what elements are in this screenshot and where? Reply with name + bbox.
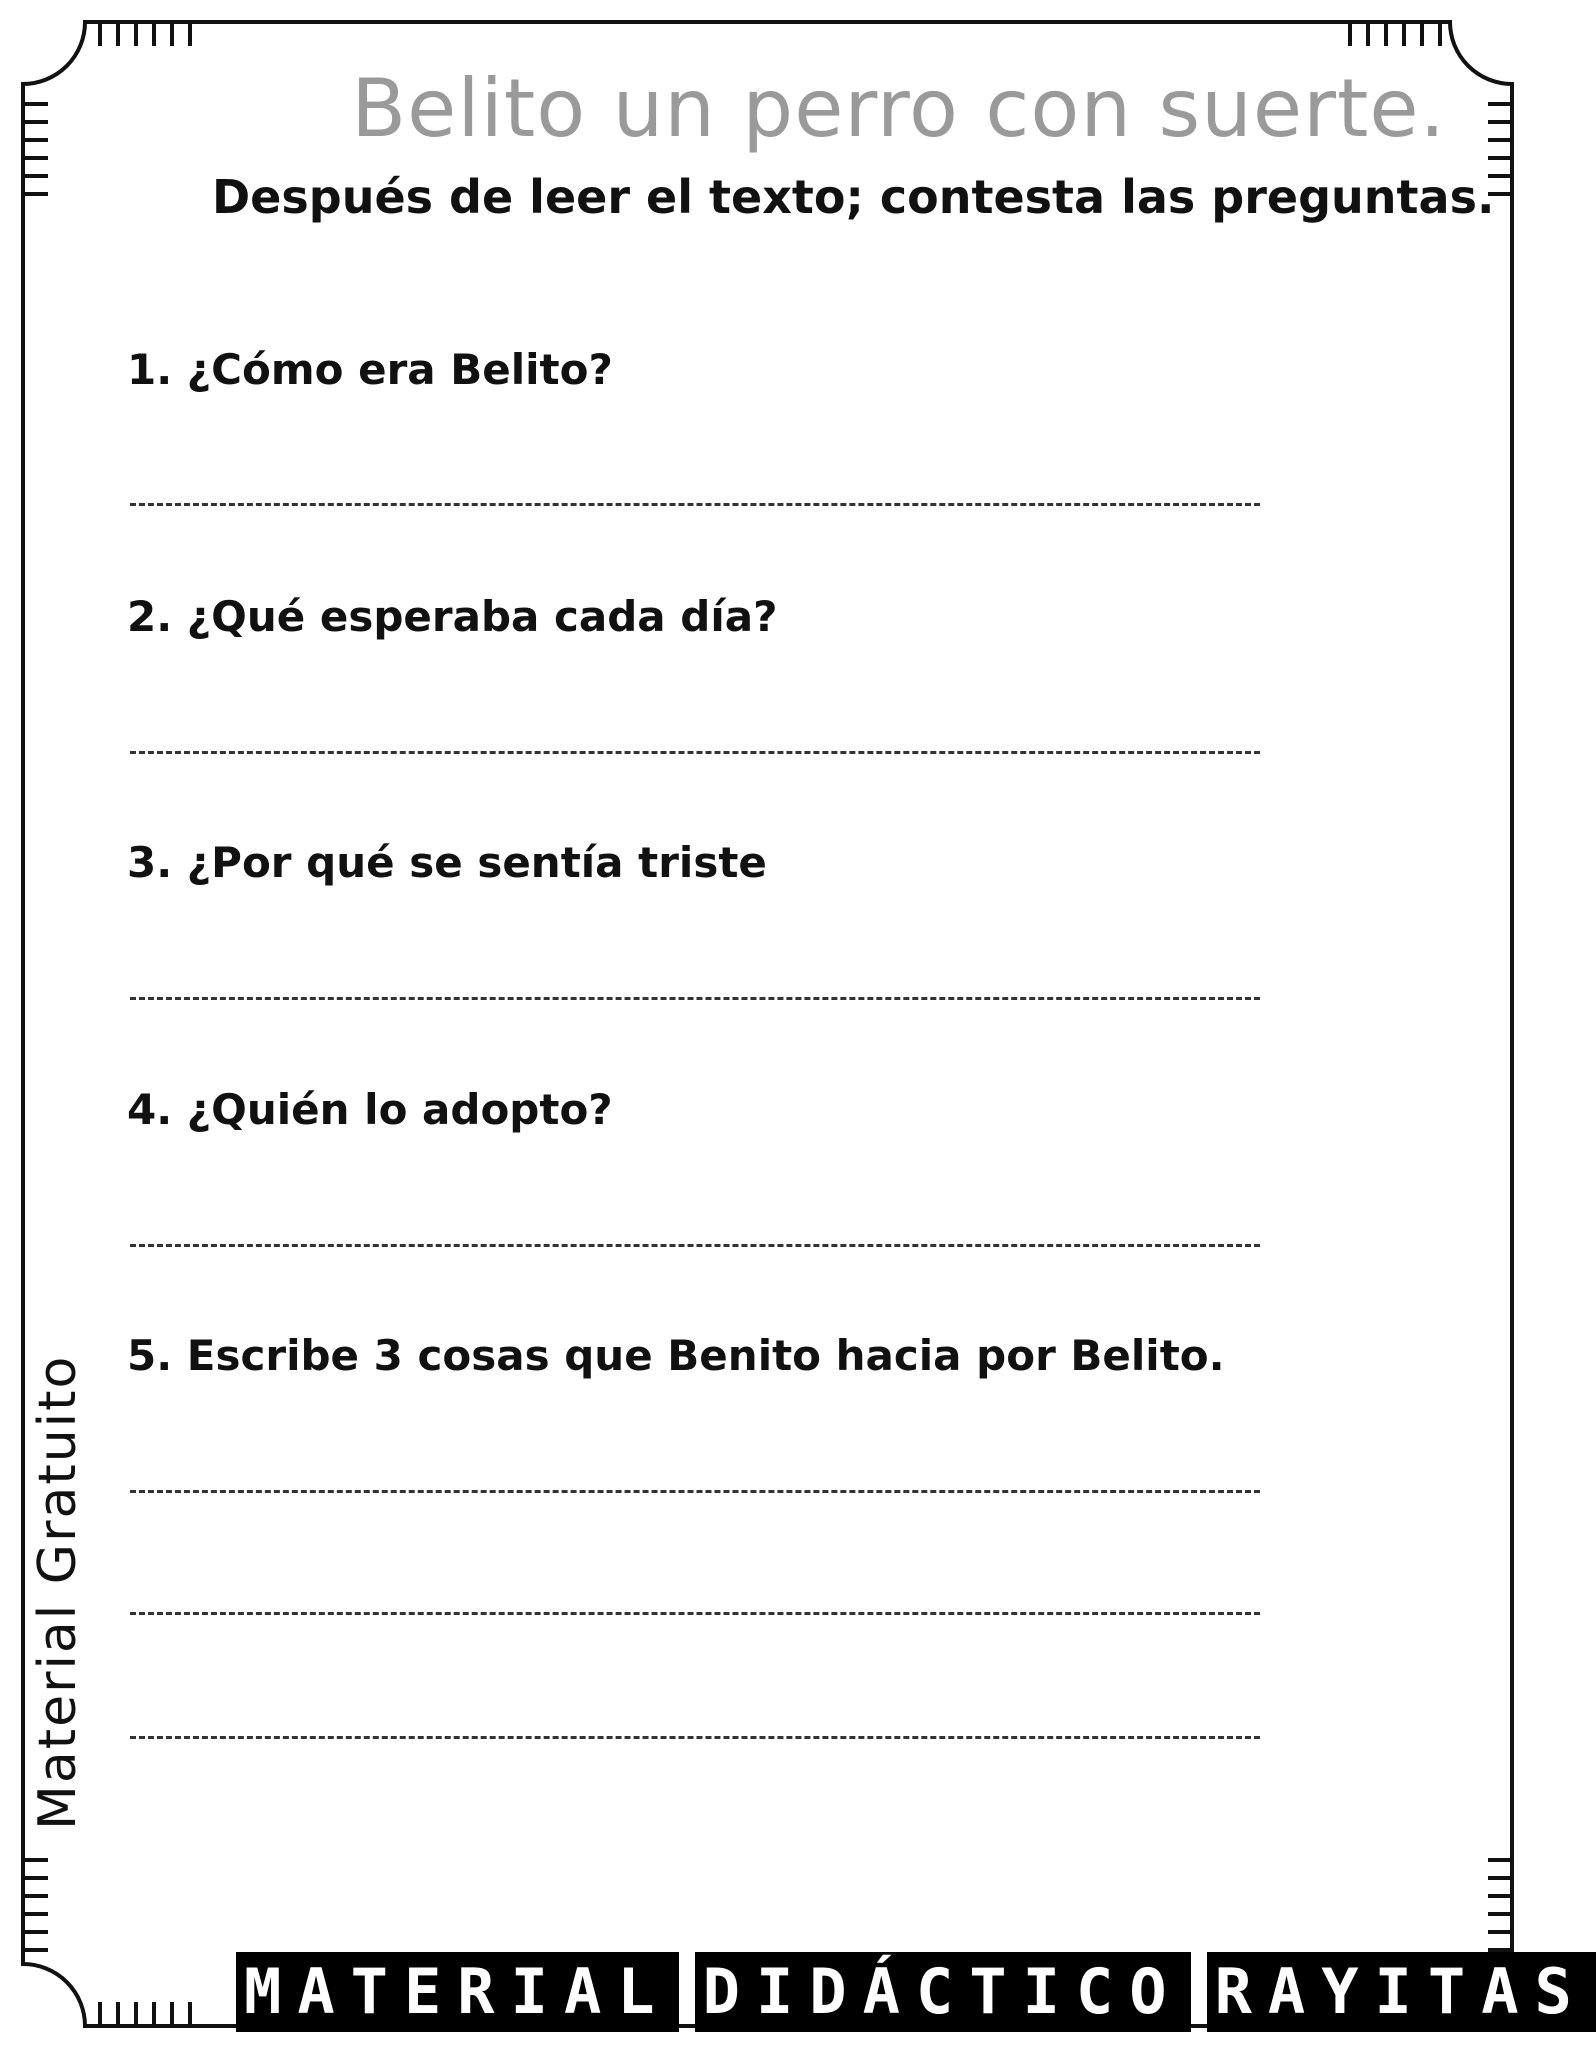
answer-line-5a[interactable] xyxy=(130,1490,1260,1493)
answer-line-1[interactable] xyxy=(130,503,1260,506)
question-2: 2. ¿Qué esperaba cada día? xyxy=(127,592,778,641)
answer-line-2[interactable] xyxy=(130,751,1260,754)
answer-line-3[interactable] xyxy=(130,997,1260,1000)
side-label: Material Gratuito xyxy=(28,1354,88,1830)
footer-block-2: DIDÁCTICO xyxy=(695,1952,1191,2032)
footer-block-3: RAYITAS xyxy=(1207,1952,1596,2032)
answer-line-4[interactable] xyxy=(130,1244,1260,1247)
question-4: 4. ¿Quién lo adopto? xyxy=(127,1085,613,1134)
answer-line-5b[interactable] xyxy=(130,1612,1260,1615)
answer-line-5c[interactable] xyxy=(130,1736,1260,1739)
question-3: 3. ¿Por qué se sentía triste xyxy=(127,838,767,887)
worksheet-instructions: Después de leer el texto; contesta las preguntas. xyxy=(212,170,1495,224)
footer-brand xyxy=(236,1952,1596,2032)
question-1: 1. ¿Cómo era Belito? xyxy=(127,345,613,394)
question-5: 5. Escribe 3 cosas que Benito hacia por Belito. xyxy=(127,1331,1225,1380)
worksheet-title: Belito un perro con suerte. xyxy=(351,62,1446,155)
footer-block-1: MATERIAL xyxy=(236,1952,679,2032)
